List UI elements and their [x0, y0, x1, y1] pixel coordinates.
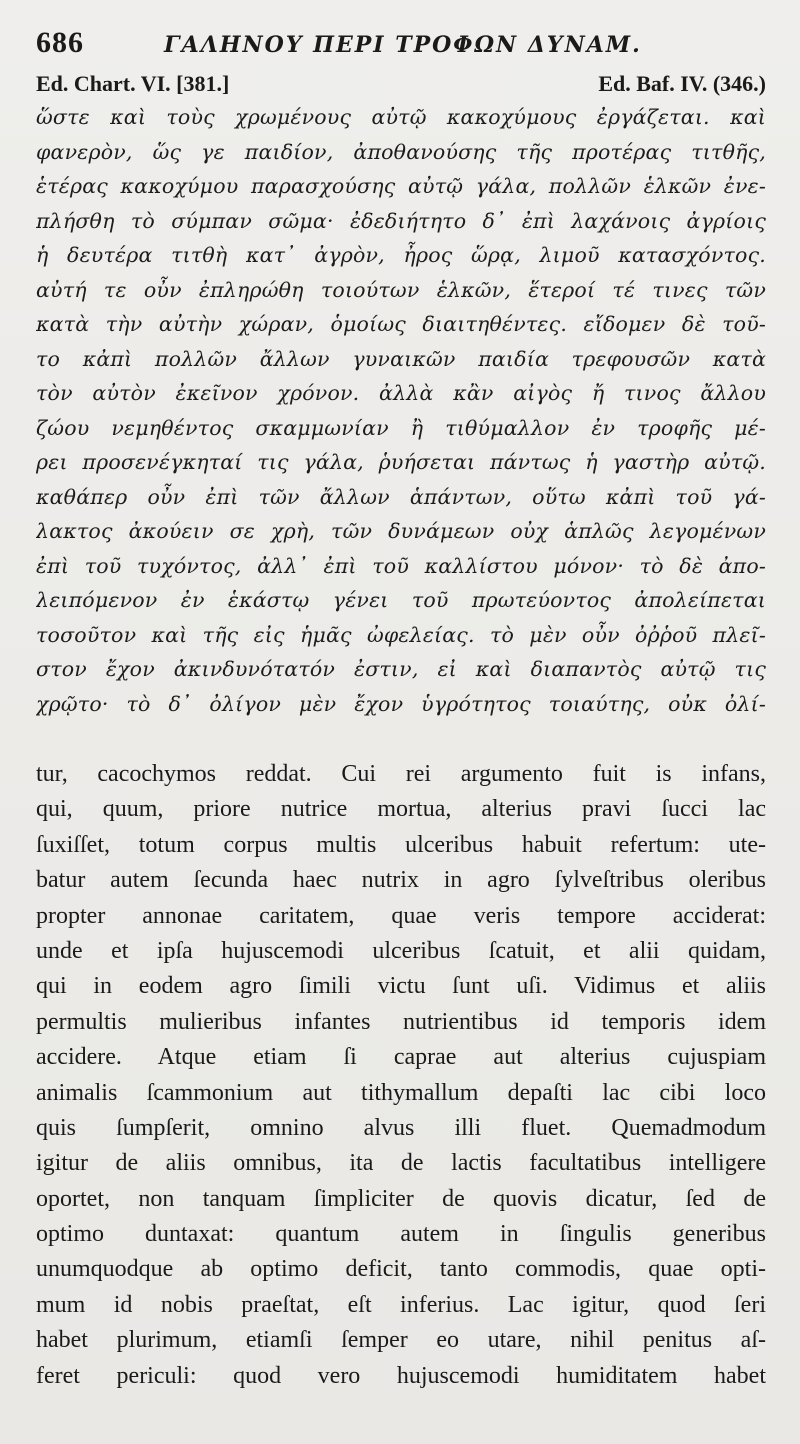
latin-line: permultis mulieribus infantes nutrientibus id temporis idem: [36, 1008, 766, 1035]
greek-line: στον ἔχον ἀκινδυνότατόν ἐστιν, εἰ καὶ διαπαντὸς αὐτῷ τις: [36, 657, 766, 681]
page-header: [36, 26, 766, 66]
greek-line: χρῷτο· τὸ δ᾽ ὀλίγον μὲν ἔχον ὑγρότητος τοιαύτης, οὐκ ὀλί-: [36, 691, 766, 716]
greek-line: κατὰ τὴν αὐτὴν χώραν, ὁμοίως διαιτηθέντες. εἴδομεν δὲ τοῦ-: [36, 312, 766, 336]
greek-line: πλήσθη τὸ σύμπαν σῶμα· ἐδεδιήτητο δ᾽ ἐπὶ λαχάνοις ἀγρίοις: [36, 208, 766, 233]
greek-line: ζώου νεμηθέντος σκαμμωνίαν ἢ τιθύμαλλον ἐν τροφῆς μέ-: [36, 415, 766, 440]
latin-line: quis ſumpſerit, omnino alvus illi fluet. Quemadmodum: [36, 1114, 766, 1141]
latin-line: habet plurimum, etiamſi ſemper eo utare, nihil penitus aſ-: [36, 1327, 766, 1354]
greek-line: καθάπερ οὖν ἐπὶ τῶν ἄλλων ἁπάντων, οὕτω κἀπὶ τοῦ γά-: [36, 484, 766, 509]
greek-line: ἡ δευτέρα τιτθὴ κατ᾽ ἀγρὸν, ἦρος ὥρᾳ, λιμοῦ κατασχόντος.: [36, 243, 766, 267]
latin-text-block: [36, 757, 766, 1394]
latin-line: unde et ipſa hujuscemodi ulceribus ſcatuit, et alii quidam,: [36, 937, 766, 964]
running-title: ΓΑΛΗΝΟΥ ΠΕΡΙ ΤΡΟΦΩΝ ΔΥΝΑΜ.: [164, 32, 642, 58]
latin-line: qui in eodem agro ſimili victu ſunt uſi. Vidimus et aliis: [36, 973, 766, 1000]
greek-line: λειπόμενον ἐν ἑκάστῳ γένει τοῦ πρωτεύοντος ἀπολείπεται: [36, 588, 766, 612]
greek-line: ἐπὶ τοῦ τυχόντος, ἀλλ᾽ ἐπὶ τοῦ καλλίστου μόνον· τὸ δὲ ἀπο-: [36, 553, 766, 578]
latin-line: feret periculi: quod vero hujuscemodi humiditatem habet: [36, 1362, 766, 1389]
latin-line: batur autem ſecunda haec nutrix in agro ſylveſtribus oleribus: [36, 867, 766, 894]
greek-line: τοσοῦτον καὶ τῆς εἰς ἡμᾶς ὠφελείας. τὸ μὲν οὖν ὀῤῥοῦ πλεῖ-: [36, 622, 766, 647]
latin-line: ſuxiſſet, totum corpus multis ulceribus habuit refertum: ute-: [36, 831, 766, 858]
latin-line: unumquodque ab optimo deficit, tanto commodis, quae opti-: [36, 1256, 766, 1283]
greek-line: τὸν αὐτὸν ἐκεῖνον χρόνον. ἀλλὰ κἂν αἰγὸς ἤ τινος ἄλλου: [36, 381, 766, 405]
greek-line: αὐτή τε οὖν ἐπληρώθη τοιούτων ἑλκῶν, ἕτεροί τέ τινες τῶν: [36, 277, 766, 302]
latin-line: igitur de aliis omnibus, ita de lactis facultatibus intelligere: [36, 1150, 766, 1177]
edition-ref-left: Ed. Chart. VI. [381.]: [36, 71, 230, 96]
latin-line: tur, cacochymos reddat. Cui rei argumento fuit is infans,: [36, 761, 766, 787]
greek-line: ὥστε καὶ τοὺς χρωμένους αὐτῷ κακοχύμους ἐργάζεται. καὶ: [36, 105, 766, 129]
latin-line: propter annonae caritatem, quae veris tempore acciderat:: [36, 902, 766, 929]
latin-line: mum id nobis praeſtat, eſt inferius. Lac igitur, quod ſeri: [36, 1291, 766, 1318]
greek-line: ἑτέρας κακοχύμου παρασχούσης αὐτῷ γάλα, πολλῶν ἑλκῶν ἐνε-: [36, 174, 766, 198]
greek-line: λακτος ἀκούειν σε χρὴ, τῶν δυνάμεων οὐχ ἁπλῶς λεγομένων: [36, 519, 766, 543]
page-number: 686: [36, 26, 84, 59]
latin-line: qui, quum, priore nutrice mortua, alterius pravi ſucci lac: [36, 796, 766, 823]
edition-references: [36, 68, 766, 100]
latin-line: oportet, non tanquam ſimpliciter de quovis dicatur, ſed de: [36, 1185, 766, 1212]
greek-line: το κἀπὶ πολλῶν ἄλλων γυναικῶν παιδία τρεφουσῶν κατὰ: [36, 346, 766, 371]
latin-line: animalis ſcammonium aut tithymallum depaſti lac cibi loco: [36, 1079, 766, 1106]
edition-ref-right: Ed. Baf. IV. (346.): [598, 71, 766, 96]
greek-line: ρει προσενέγκηταί τις γάλα, ῥυήσεται πάντως ἡ γαστὴρ αὐτῷ.: [36, 450, 766, 474]
greek-text-block: [36, 100, 766, 721]
greek-line: φανερὸν, ὥς γε παιδίον, ἀποθανούσης τῆς προτέρας τιτθῆς,: [36, 139, 766, 164]
latin-line: accidere. Atque etiam ſi caprae aut alterius cujuspiam: [36, 1044, 766, 1071]
latin-line: optimo duntaxat: quantum autem in ſingulis generibus: [36, 1221, 766, 1248]
